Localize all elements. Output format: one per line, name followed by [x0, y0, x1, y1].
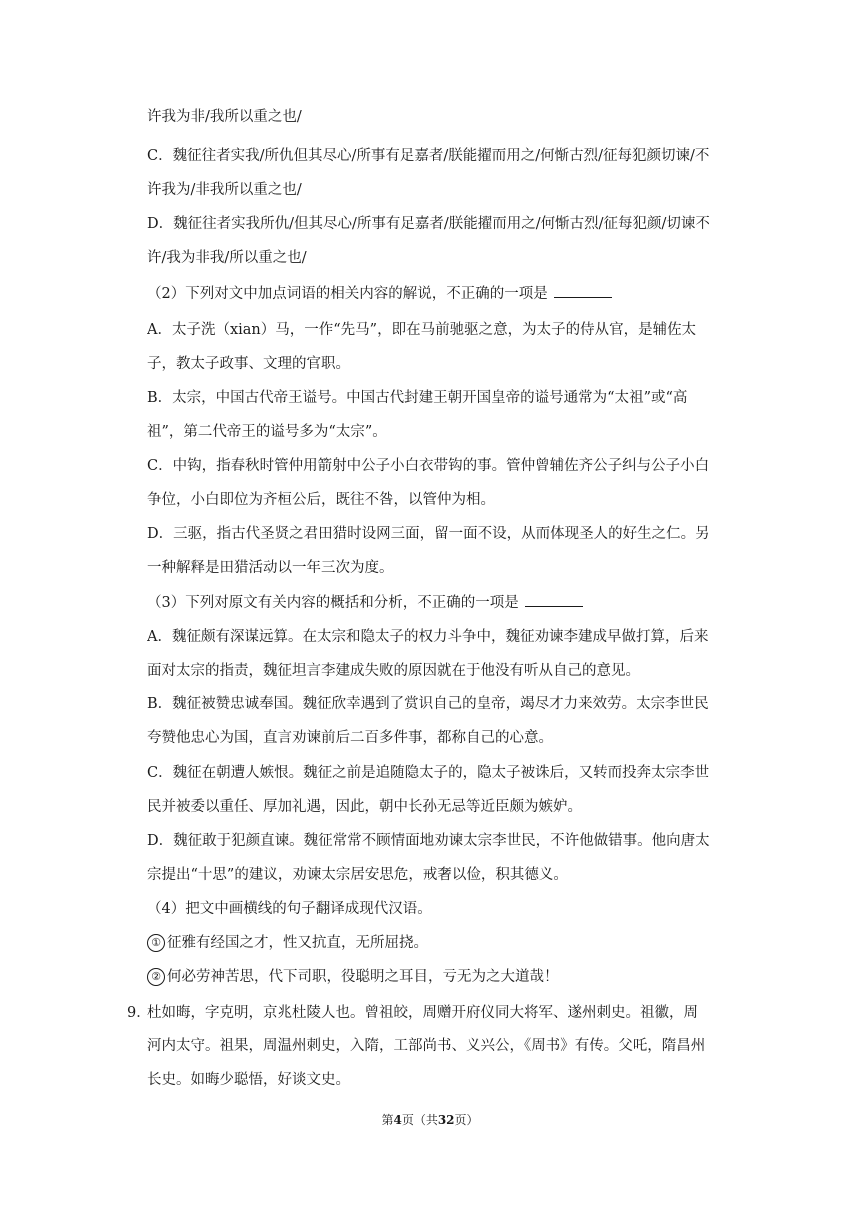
q2-option-a-line2: 子，教太子政事、文理的官职。 — [147, 356, 350, 372]
footer-total-pages: 32 — [437, 1113, 455, 1127]
q3-option-b-line1: B．魏征被赞忠诚奉国。魏征欣幸遇到了赏识自己的皇帝，竭尽才力来效劳。太宗李世民 — [147, 696, 709, 712]
footer-suffix: 页） — [454, 1113, 479, 1127]
translate-item-1-text: 征雅有经国之才，性又抗直，无所屈挠。 — [167, 935, 428, 951]
q2-option-c-line2: 争位，小白即位为齐桓公后，既往不咎，以管仲为相。 — [147, 492, 495, 508]
q2-option-a-line1: A．太子洗（xian）马，一作“先马”，即在马前驰驱之意，为太子的侍从官，是辅佐太 — [147, 322, 697, 338]
q2-option-d-line1: D．三驱，指古代圣贤之君田猎时设网三面，留一面不设，从而体现圣人的好生之仁。另 — [147, 526, 710, 542]
question-9-line3: 长史。如晦少聪悟，好谈文史。 — [147, 1072, 350, 1088]
q3-option-c-line1: C．魏征在朝遭人嫉恨。魏征之前是追随隐太子的，隐太子被诛后，又转而投奔太宗李世 — [147, 765, 710, 781]
option-c-line2: 许我为/非我所以重之也/ — [147, 182, 302, 198]
translate-item-2-text: 何必劳神苦思，代下司职，役聪明之耳目，亏无为之大道哉！ — [167, 969, 559, 985]
answer-blank — [525, 593, 583, 607]
q3-option-a-line1: A．魏征颇有深谋远算。在太宗和隐太子的权力斗争中，魏征劝谏李建成早做打算，后来 — [147, 629, 709, 645]
q2-option-d-line2: 一种解释是田猎活动以一年三次为度。 — [147, 560, 394, 576]
question-9-line1: 杜如晦，字克明，京兆杜陵人也。曾祖皎，周赠开府仪同大将军、遂州刺史。祖徽，周 — [147, 1005, 698, 1021]
question-9-number: 9． — [127, 1005, 151, 1021]
subquestion-3 — [147, 593, 737, 613]
subquestion-4: （4）把文中画横线的句子翻译成现代汉语。 — [147, 901, 432, 917]
circled-number-1: ① — [147, 934, 165, 952]
q3-option-b-line2: 夸赞他忠心为国，直言劝谏前后二百多件事，都称自己的心意。 — [147, 730, 553, 746]
q2-option-b-line1: B．太宗，中国古代帝王谥号。中国古代封建王朝开国皇帝的谥号通常为“太祖”或“高 — [147, 390, 688, 406]
option-d-line1: D．魏征往者实我所仇/但其尽心/所事有足嘉者/朕能擢而用之/何惭古烈/征每犯颜/切谏不 — [147, 216, 710, 232]
option-c-line1: C．魏征往者实我/所仇但其尽心/所事有足嘉者/朕能擢而用之/何惭古烈/征每犯颜切谏/不 — [147, 148, 710, 164]
page-footer — [0, 1112, 860, 1128]
q3-option-d-line1: D．魏征敢于犯颜直谏。魏征常常不顾情面地劝谏太宗李世民，不许他做错事。他向唐太 — [147, 833, 710, 849]
q2-option-c-line1: C．中钩，指春秋时管仲用箭射中公子小白衣带钩的事。管仲曾辅佐齐公子纠与公子小白 — [147, 458, 710, 474]
translate-item-2 — [147, 967, 737, 987]
q3-option-d-line2: 宗提出“十思”的建议，劝谏太宗居安思危，戒奢以俭，积其德义。 — [147, 867, 568, 883]
q3-option-a-line2: 面对太宗的指责，魏征坦言李建成失败的原因就在于他没有听从自己的意见。 — [147, 663, 640, 679]
option-b-continuation: 许我为非/我所以重之也/ — [147, 109, 302, 125]
option-d-line2: 许/我为非我/所以重之也/ — [147, 250, 307, 266]
subquestion-3-text: （3）下列对原文有关内容的概括和分析，不正确的一项是 — [147, 595, 519, 611]
q2-option-b-line2: 祖”，第二代帝王的谥号多为“太宗”。 — [147, 424, 387, 440]
subquestion-2 — [147, 284, 737, 304]
footer-prefix: 第 — [381, 1113, 394, 1127]
answer-blank — [554, 284, 612, 298]
footer-mid: 页（共 — [401, 1113, 438, 1127]
translate-item-1 — [147, 933, 737, 953]
footer-page-number: 4 — [393, 1113, 402, 1127]
question-9-line2: 河内太守。祖果，周温州刺史，入隋，工部尚书、义兴公，《周书》有传。父吒，隋昌州 — [147, 1038, 706, 1054]
q3-option-c-line2: 民并被委以重任、厚加礼遇，因此，朝中长孙无忌等近臣颇为嫉妒。 — [147, 799, 582, 815]
circled-number-2: ② — [147, 968, 165, 986]
subquestion-2-text: （2）下列对文中加点词语的相关内容的解说，不正确的一项是 — [147, 286, 548, 302]
